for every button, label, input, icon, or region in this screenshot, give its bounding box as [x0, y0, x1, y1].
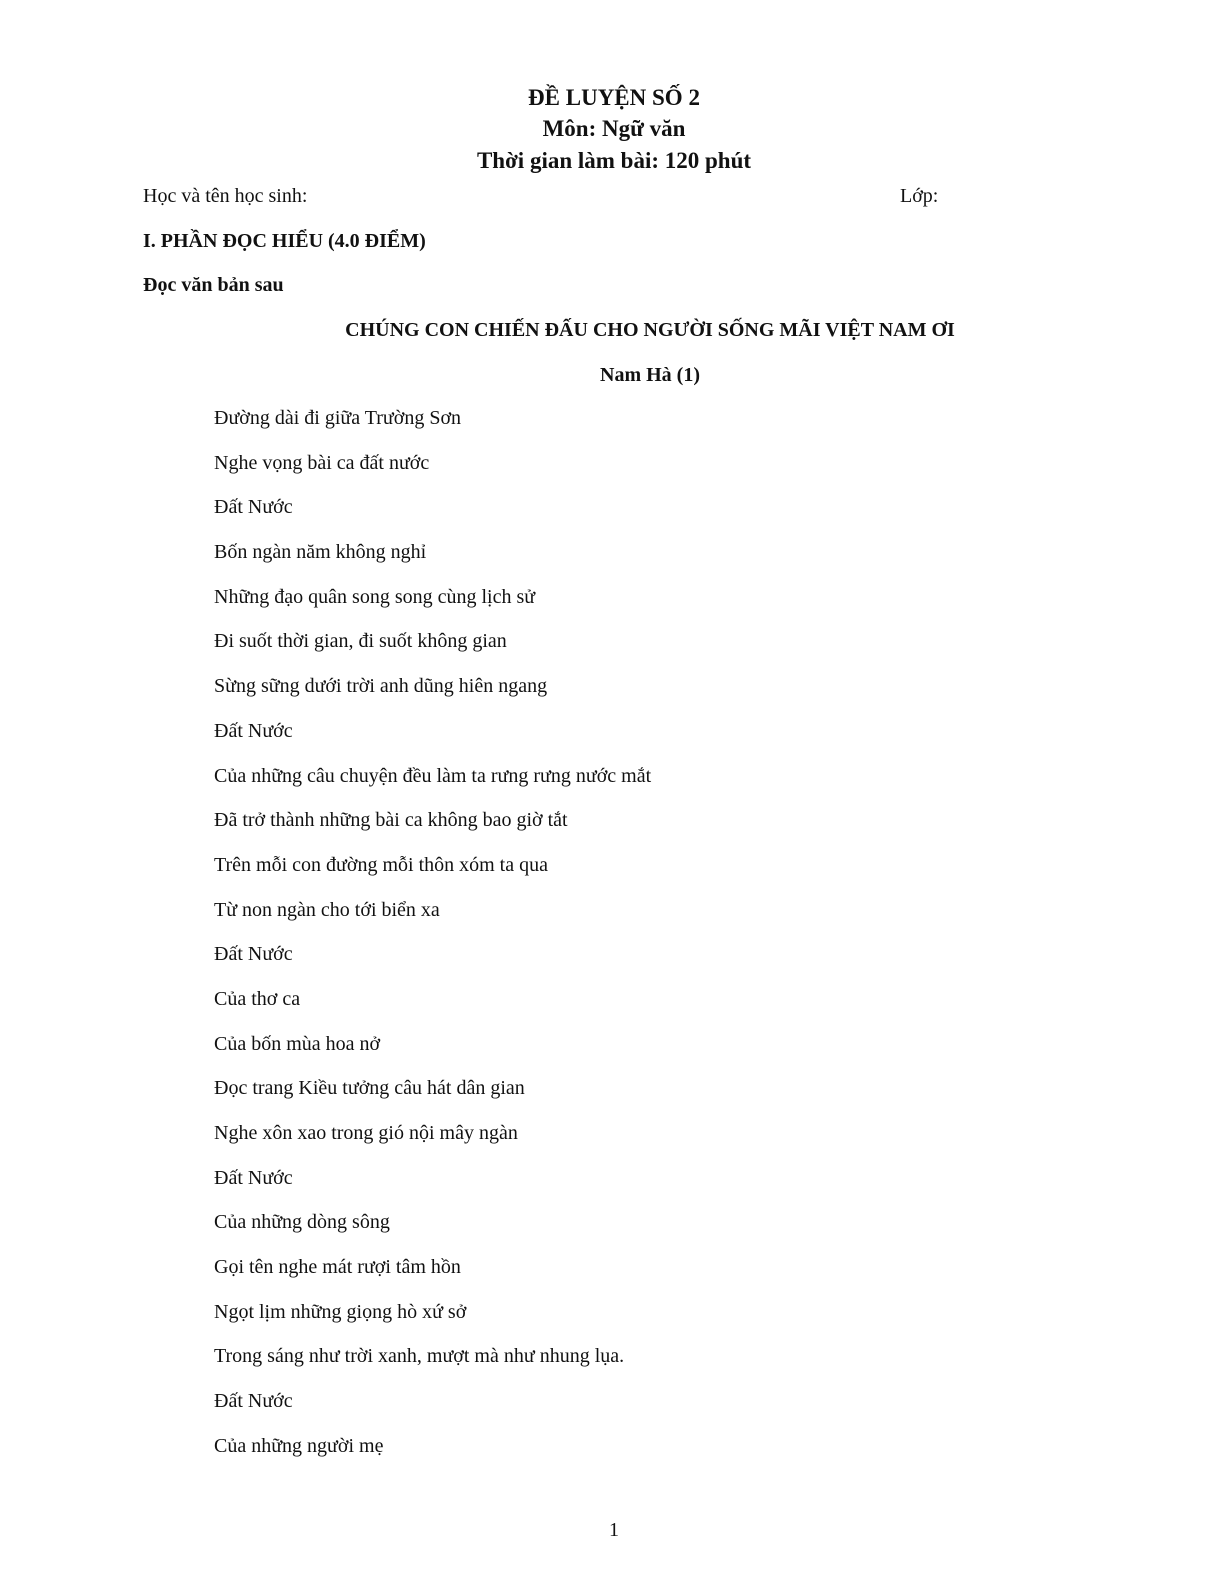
poem-line: Của những câu chuyện đều làm ta rưng rưng nước mắt: [214, 764, 652, 787]
subject-line: Môn: Ngữ văn: [542, 116, 686, 141]
poem-body: [214, 404, 651, 1477]
poem-line: Của thơ ca: [214, 987, 301, 1010]
poem-line: Đất Nước: [214, 1390, 293, 1413]
poem-line: Đất Nước: [214, 496, 293, 519]
exam-title: ĐỀ LUYỆN SỐ 2: [528, 85, 700, 110]
poem-line: Nghe xôn xao trong gió nội mây ngàn: [214, 1122, 518, 1144]
poem-line: Đất Nước: [214, 719, 293, 742]
poem-line: Đã trở thành những bài ca không bao giờ tắt: [214, 809, 568, 832]
poem-line: Của những dòng sông: [214, 1211, 390, 1234]
poem-line: Đọc trang Kiều tưởng câu hát dân gian: [214, 1077, 525, 1100]
poem-line: Đất Nước: [214, 943, 293, 966]
poem-line: Gọi tên nghe mát rượi tâm hồn: [214, 1256, 461, 1279]
poem-line: Bốn ngàn năm không nghỉ: [214, 541, 427, 564]
poem-line: Trên mỗi con đường mỗi thôn xóm ta qua: [214, 853, 548, 876]
poem-line: Sừng sững dưới trời anh dũng hiên ngang: [214, 675, 548, 698]
student-class-label: Lớp:: [900, 185, 939, 207]
poem-line: Của những người mẹ: [214, 1434, 384, 1457]
reading-instruction: Đọc văn bản sau: [143, 274, 284, 296]
poem-line: Trong sáng như trời xanh, mượt mà như nhung lụa.: [214, 1345, 625, 1368]
poem-line: Từ non ngàn cho tới biển xa: [214, 898, 440, 921]
student-info-row: [143, 182, 943, 210]
time-limit-line: Thời gian làm bài: 120 phút: [476, 148, 752, 173]
student-name-label: Học và tên học sinh:: [143, 185, 308, 207]
poem-title: CHÚNG CON CHIẾN ĐẤU CHO NGƯỜI SỐNG MÃI VIỆT NAM ƠI: [345, 319, 955, 341]
poem-line: Nghe vọng bài ca đất nước: [214, 451, 430, 474]
poem-author: Nam Hà (1): [600, 364, 700, 386]
poem-line: Của bốn mùa hoa nở: [214, 1032, 381, 1055]
poem-line: Ngọt lịm những giọng hò xứ sở: [214, 1300, 467, 1323]
poem-line: Đường dài đi giữa Trường Sơn: [214, 407, 462, 429]
page-number: 1: [609, 1519, 619, 1541]
section-heading: I. PHẦN ĐỌC HIỂU (4.0 ĐIỂM): [143, 230, 426, 252]
poem-line: Đất Nước: [214, 1166, 293, 1189]
poem-line: Đi suốt thời gian, đi suốt không gian: [214, 630, 507, 653]
poem-line: Những đạo quân song song cùng lịch sử: [214, 585, 536, 608]
